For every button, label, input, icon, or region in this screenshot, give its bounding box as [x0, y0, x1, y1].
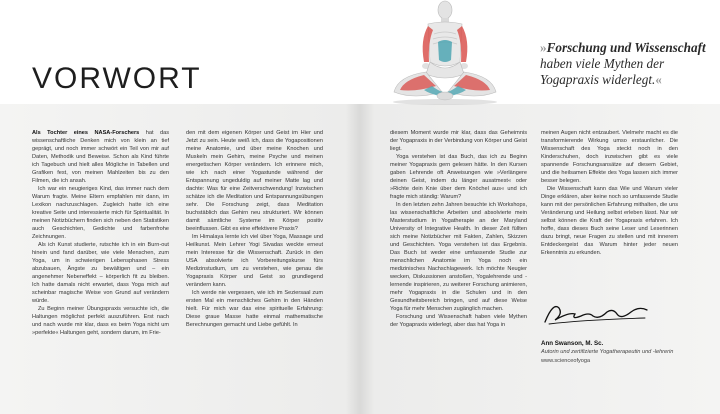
paragraph: In den letzten zehn Jahren besuchte ich Workshops, las wissenschaftliche Arbeiten und absolvierte mein Masterstudium in Yogatherapie an der Maryland University of Integrative Health. In dieser Zeit füllten sich meine Notizbücher mit Fakten, Zahlen, Skizzen und Geschichten. Yoga verstehen ist das Ergebnis. Das Buch ist weder eine umfassende Studie zur menschlichen Anatomie im Yoga noch ein medizinisches Nachschlagewerk. Ich möchte Neugier wecken, Diskussionen anstoßen, Yogalehrende und -lernende inspirieren, zu weiterer Forschung animieren, mehr Yogapraxis in die Schulen und in den Gesundheitsbereich bringen, und auf diese Weise Yoga für mehr Menschen zugänglich machen. [390, 202, 527, 312]
author-name: Ann Swanson, M. Sc. [541, 340, 604, 347]
text-column-3 [390, 129, 527, 359]
text-column-2 [186, 129, 323, 359]
author-role: Autorin und zertifizierte Yogatherapeutin und -lehrerin [541, 349, 674, 355]
paragraph: Als ich Kunst studierte, rutschte ich in ein Burn-out hinein und fand darüber, wie viele Menschen, zum Yoga, um in schwierigen Lebensphasen Stress abzubauen, Ängste zu bewältigen und – ein angenehmer Nebeneffekt – körperlich fit zu bleiben. Ich hatte damals nicht erwartet, dass Yoga mich auf scheinbar magische Weise von Grund auf verändern würde. [32, 242, 169, 304]
paragraph: Die Wissenschaft kann das Wie und Warum vieler Dinge erklären, aber keine noch so umfassende Studie kann mit der persönlichen Erfahrung mithalten, die uns Veränderung und Heilung selbst erleben lässt. Nur wir selbst können die Kraft der Yogapraxis erfahren. Ich hoffe, dass dieses Buch seine Leser und Leserinnen dazu bringt, neue Fragen zu stellen und mit innerem Entdeckergeist das Warum hinter jeder neuen Erkenntnis zu erkunden. [541, 186, 678, 256]
text-column-1 [32, 129, 169, 359]
paragraph: diesem Moment wurde mir klar, dass das Geheimnis der Yogapraxis in der Verbindung von Körper und Geist liegt. [390, 130, 527, 152]
quote-text: haben viele Mythen der Yogapraxis widerlegt. [540, 56, 665, 87]
lead-text: Als Tochter eines NASA-Forschers [32, 130, 140, 136]
signature-icon [541, 298, 651, 330]
quote-close-mark: « [655, 72, 662, 87]
paragraph: Ich werde nie vergessen, wie ich im Seziersaal zum ersten Mal ein menschliches Gehirn in den Händen hielt. Für mich war das eine spirituelle Erfahrung: Diese graue Masse hatte einmal mathematische Berechnungen gemacht und Liebe gefühlt. In [186, 290, 323, 328]
paragraph: den mit dem eigenen Körper und Geist im Hier und Jetzt zu sein. Heute weiß ich, dass die Yogapositionen meine Anatomie, und über meine Knochen und Muskeln mein Gehirn, meine Psyche und meinen energetischen Körper verändern. Ich erinnere mich, wie ich nach einer Yogastunde während der Entspannung ungeduldig auf meiner Matte lag und dachte: Was für eine Zeitverschwendung! Inzwischen schätze ich die Meditation und Entspannungsübungen sehr. Die Forschung zeigt, dass Meditation buchstäblich das Gehirn neu strukturiert. Wir können damit sämtliche Systeme im Körper positiv beeinflussen. Gibt es eine effektivere Praxis? [186, 130, 323, 232]
paragraph: Ich war ein neugieriges Kind, das immer nach dem Warum fragte. Meine Eltern empfahlen mir dann, im Lexikon nachzuschlagen. Zugleich hatte ich eine kreative Seite und interessierte mich für Spiritualität. In meinen Notizbüchern finden sich neben den Statistiken auch Geschichten, Gedichte und farbenfrohe Zeichnungen. [32, 186, 169, 240]
text-column-4 [541, 129, 678, 289]
quote-bold-text: Forschung und Wissenschaft [546, 40, 706, 55]
paragraph: Yoga verstehen ist das Buch, das ich zu Beginn meiner Yogapraxis gern gelesen hätte. In den Kursen gaben Lehrende oft Anweisungen wie »Verlängere deinen Geist, indem du länger ausatmest« oder »Richte dein Knie über dem Knöchel aus« und ich fragte mich ständig: Warum? [390, 154, 527, 200]
quote-open-mark: » [540, 40, 547, 55]
pull-quote [540, 40, 718, 88]
yoga-anatomy-figure-icon [384, 0, 506, 106]
page-title: VORWORT [32, 62, 202, 95]
paragraph: meinen Augen nicht entzaubert. Vielmehr macht es die transformierende Wirkung umso erstaunlicher. Die Wissenschaft des Yoga steckt noch in den Kinderschuhen, doch inzwischen gibt es viele spannende Forschungsansätze auf diesem Gebiet, und die heilsamen Effekte des Yoga lassen sich immer besser belegen. [541, 130, 678, 184]
paragraph: Im Himalaya lernte ich viel über Yoga, Massage und Heilkunst. Mein Lehrer Yogi Sivadas weckte erneut mein Interesse für die Wissenschaft. Zurück in den USA absolvierte ich Vorbereitungskurse fürs Medizinstudium, um zu verstehen, wie genau die Yogapraxis Körper und Geist so grundlegend verändern kann. [186, 234, 323, 288]
paragraph: Zu Beginn meiner Übungspraxis versuchte ich, die Haltungen möglichst perfekt auszuführen. Erst nach und nach wurde mir klar, dass es beim Yoga nicht um »perfekte« Haltungen geht, sondern darum, im Frie- [32, 306, 169, 336]
paragraph: Forschung und Wissenschaft haben viele Mythen der Yogapraxis widerlegt, aber das hat Yoga in [390, 314, 527, 328]
paragraph-text: hat das wissenschaftliche Denken mich von klein an tief geprägt, und noch immer schwört ein Teil von mir auf Daten, Methodik und Beweise. Schon als Kind führte ich Tagebuch und hielt alles Mögliche in Tabellen und Grafiken fest, von meinen Mahlzeiten bis zu den Filmen, die ich ansah. [32, 130, 169, 184]
author-website: www.scienceofyoga [541, 358, 591, 364]
paragraph [32, 129, 169, 185]
